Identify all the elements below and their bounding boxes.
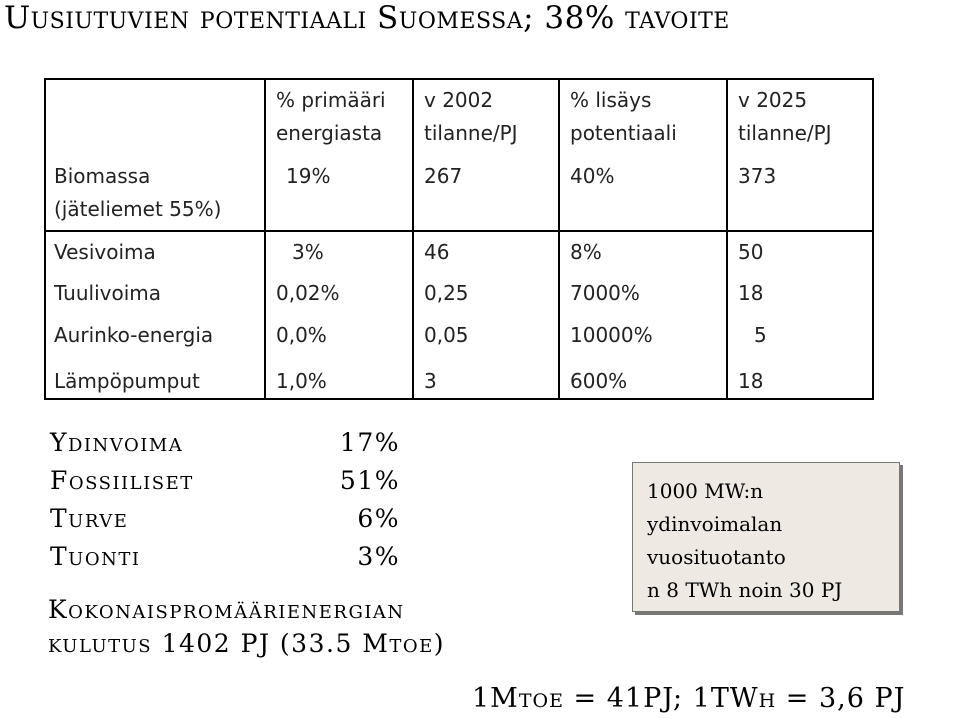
header-increase-line2: potentiaali xyxy=(570,121,677,145)
row-name: Biomassa xyxy=(54,164,151,188)
header-primary-line2: energiasta xyxy=(276,121,383,145)
row-name-sub: (jäteliemet 55%) xyxy=(54,197,222,221)
value-2025: 373 xyxy=(738,164,777,188)
value-2025: 18 xyxy=(738,281,764,305)
value-2002: 46 xyxy=(424,240,450,264)
summary-value: 6% xyxy=(357,504,400,533)
value-2025: 50 xyxy=(738,240,764,264)
header-primary-line1: % primääri xyxy=(276,88,386,112)
value-2002: 267 xyxy=(424,164,463,188)
increase-value: 7000% xyxy=(570,281,640,305)
summary-value: 17% xyxy=(339,428,400,457)
summary-label: Tuonti xyxy=(50,542,141,571)
header-2002-line2: tilanne/PJ xyxy=(424,121,518,145)
header-2002-line1: v 2002 xyxy=(424,88,494,112)
column-divider xyxy=(412,80,414,398)
summary-item xyxy=(50,464,410,498)
energy-table xyxy=(44,78,874,400)
summary-label: Turve xyxy=(50,504,129,533)
value-2025: 18 xyxy=(738,369,764,393)
value-2025: 5 xyxy=(754,323,767,347)
summary-value: 3% xyxy=(357,542,400,571)
primary-value: 19% xyxy=(286,164,331,188)
summary-item xyxy=(50,426,410,460)
note-line: vuosituotanto xyxy=(647,545,786,569)
row-name: Lämpöpumput xyxy=(54,369,200,393)
value-2002: 3 xyxy=(424,369,437,393)
increase-value: 600% xyxy=(570,369,628,393)
summary-label: Fossiiliset xyxy=(50,466,194,495)
primary-value: 0,0% xyxy=(276,323,327,347)
header-2025-line2: tilanne/PJ xyxy=(738,121,832,145)
increase-value: 8% xyxy=(570,240,602,264)
column-divider xyxy=(726,80,728,398)
header-increase-line1: % lisäys xyxy=(570,88,652,112)
slide-title: Uusiutuvien potentiaali Suomessa; 38% tavoite xyxy=(4,0,730,36)
increase-value: 40% xyxy=(570,164,615,188)
row-name: Aurinko-energia xyxy=(54,323,214,347)
note-line: ydinvoimalan xyxy=(647,512,783,536)
column-divider xyxy=(558,80,560,398)
header-2025-line1: v 2025 xyxy=(738,88,808,112)
row-name: Tuulivoima xyxy=(54,281,162,305)
total-line1: Kokonaispromäärienergian xyxy=(48,595,405,624)
note-line: n 8 TWh noin 30 PJ xyxy=(647,578,843,602)
value-2002: 0,05 xyxy=(424,323,469,347)
total-line2: kulutus 1402 PJ (33.5 Mtoe) xyxy=(48,629,446,658)
note-line: 1000 MW:n xyxy=(647,479,764,503)
primary-value: 3% xyxy=(292,240,324,264)
increase-value: 10000% xyxy=(570,323,653,347)
nuclear-note-box xyxy=(632,462,900,612)
primary-value: 1,0% xyxy=(276,369,327,393)
summary-value: 51% xyxy=(339,466,400,495)
summary-item xyxy=(50,502,410,536)
unit-conversion-footer: 1Mtoe = 41PJ; 1TWh = 3,6 PJ xyxy=(472,683,906,714)
row-name: Vesivoima xyxy=(54,240,156,264)
total-consumption xyxy=(48,593,445,661)
primary-value: 0,02% xyxy=(276,281,340,305)
value-2002: 0,25 xyxy=(424,281,469,305)
summary-label: Ydinvoima xyxy=(50,428,184,457)
column-divider xyxy=(264,80,266,398)
row-divider xyxy=(46,230,872,232)
summary-item xyxy=(50,540,410,574)
